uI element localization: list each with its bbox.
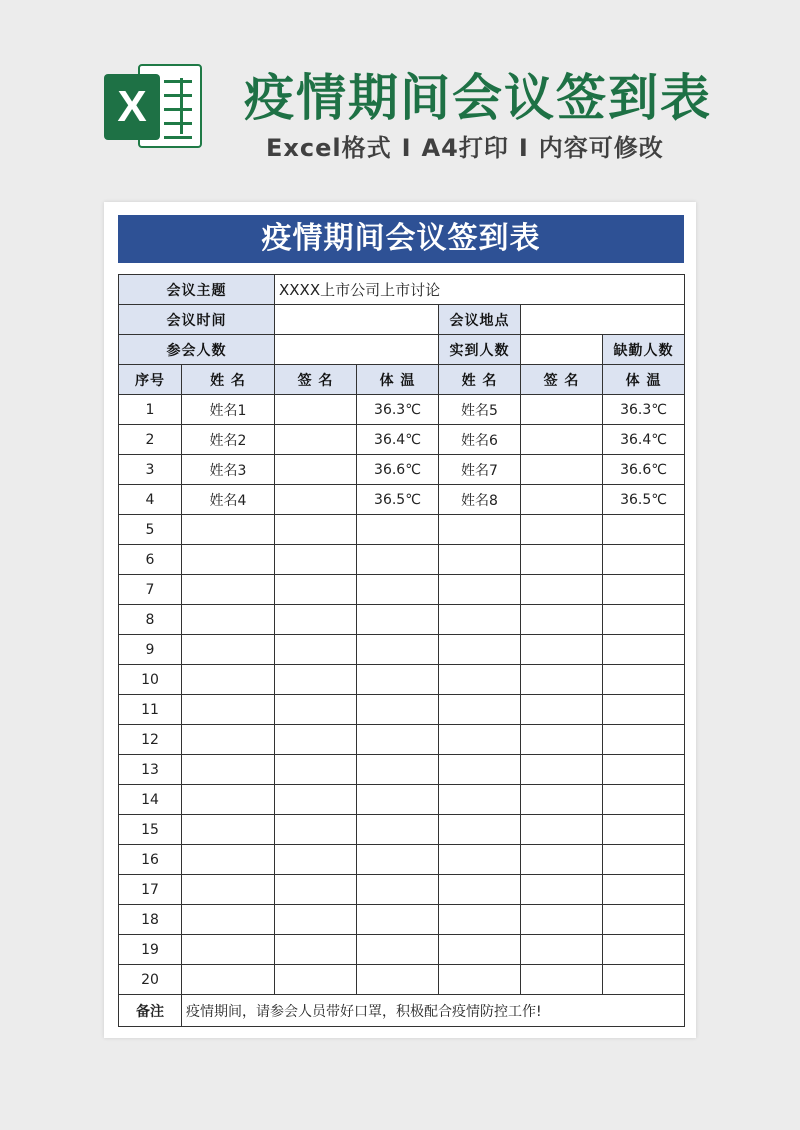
table-row (119, 725, 685, 755)
row-number: 15 (119, 815, 182, 845)
col-header: 姓 名 (182, 365, 275, 395)
signature-cell[interactable] (521, 785, 603, 815)
name-cell[interactable] (182, 815, 275, 845)
name-cell[interactable]: 姓名7 (439, 455, 521, 485)
name-cell[interactable] (182, 695, 275, 725)
note-row (119, 995, 685, 1027)
name-cell[interactable] (439, 515, 521, 545)
signature-cell[interactable] (275, 785, 357, 815)
actual-label: 实到人数 (439, 335, 521, 365)
signature-cell[interactable] (521, 605, 603, 635)
name-cell[interactable] (182, 935, 275, 965)
signature-cell[interactable] (275, 845, 357, 875)
name-cell[interactable] (182, 875, 275, 905)
row-number: 2 (119, 425, 182, 455)
name-cell[interactable] (182, 575, 275, 605)
actual-value[interactable] (521, 335, 603, 365)
signature-cell[interactable] (521, 725, 603, 755)
temperature-cell[interactable] (357, 545, 439, 575)
table-row (119, 425, 685, 455)
table-row (119, 845, 685, 875)
name-cell[interactable] (439, 755, 521, 785)
table-row (119, 455, 685, 485)
topic-value[interactable]: XXXX上市公司上市讨论 (275, 275, 685, 305)
name-cell[interactable] (439, 785, 521, 815)
table-row (119, 785, 685, 815)
name-cell[interactable] (439, 635, 521, 665)
temperature-cell[interactable]: 36.6℃ (357, 455, 439, 485)
signature-cell[interactable] (275, 515, 357, 545)
time-value[interactable] (275, 305, 439, 335)
topic-label: 会议主题 (119, 275, 275, 305)
col-header: 签 名 (521, 365, 603, 395)
temperature-cell[interactable]: 36.5℃ (603, 485, 685, 515)
temperature-cell[interactable] (603, 725, 685, 755)
row-number: 19 (119, 935, 182, 965)
row-number: 3 (119, 455, 182, 485)
attendees-value[interactable] (275, 335, 439, 365)
temperature-cell[interactable] (603, 935, 685, 965)
name-cell[interactable] (439, 575, 521, 605)
name-cell[interactable] (439, 605, 521, 635)
note-label: 备注 (119, 995, 182, 1027)
name-cell[interactable] (182, 785, 275, 815)
row-number: 1 (119, 395, 182, 425)
temperature-cell[interactable]: 36.3℃ (603, 395, 685, 425)
name-cell[interactable] (439, 815, 521, 845)
temperature-cell[interactable] (603, 875, 685, 905)
name-cell[interactable] (439, 875, 521, 905)
name-cell[interactable] (439, 665, 521, 695)
signature-cell[interactable] (275, 575, 357, 605)
col-header: 体 温 (357, 365, 439, 395)
table-row (119, 965, 685, 995)
name-cell[interactable]: 姓名8 (439, 485, 521, 515)
temperature-cell[interactable] (357, 725, 439, 755)
name-cell[interactable] (182, 965, 275, 995)
table-row (119, 515, 685, 545)
temperature-cell[interactable] (357, 905, 439, 935)
signature-cell[interactable] (521, 485, 603, 515)
table-row (119, 815, 685, 845)
signature-cell[interactable] (275, 725, 357, 755)
row-number: 5 (119, 515, 182, 545)
name-cell[interactable]: 姓名3 (182, 455, 275, 485)
temperature-cell[interactable] (357, 695, 439, 725)
temperature-cell[interactable] (603, 695, 685, 725)
temperature-cell[interactable] (357, 665, 439, 695)
name-cell[interactable] (182, 755, 275, 785)
subtitle-separator: I (518, 134, 529, 162)
temperature-cell[interactable] (603, 515, 685, 545)
col-header: 签 名 (275, 365, 357, 395)
temperature-cell[interactable] (603, 815, 685, 845)
table-row (119, 665, 685, 695)
name-cell[interactable] (182, 665, 275, 695)
signature-cell[interactable] (521, 875, 603, 905)
temperature-cell[interactable] (603, 785, 685, 815)
signature-cell[interactable] (275, 905, 357, 935)
name-cell[interactable]: 姓名1 (182, 395, 275, 425)
temperature-cell[interactable]: 36.4℃ (357, 425, 439, 455)
table-row (119, 905, 685, 935)
table-row (119, 605, 685, 635)
table-row (119, 575, 685, 605)
note-text[interactable]: 疫情期间，请参会人员带好口罩，积极配合疫情防控工作! (182, 995, 685, 1027)
table-row (119, 755, 685, 785)
signature-cell[interactable] (275, 755, 357, 785)
sign-in-table (118, 274, 685, 1027)
subtitle-separator: I (401, 134, 412, 162)
sheet-banner-title: 疫情期间会议签到表 (118, 215, 684, 263)
signature-cell[interactable] (521, 515, 603, 545)
absent-label: 缺勤人数 (603, 335, 685, 365)
name-cell[interactable] (439, 905, 521, 935)
time-row (119, 305, 685, 335)
temperature-cell[interactable] (603, 665, 685, 695)
subtitle-editable: 内容可修改 (538, 134, 664, 162)
name-cell[interactable] (182, 905, 275, 935)
name-cell[interactable]: 姓名2 (182, 425, 275, 455)
name-cell[interactable] (439, 845, 521, 875)
subtitle-format: Excel格式 (266, 134, 392, 162)
table-row (119, 875, 685, 905)
name-cell[interactable] (439, 695, 521, 725)
signature-cell[interactable] (275, 455, 357, 485)
excel-logo-icon (104, 60, 204, 152)
signature-cell[interactable] (521, 845, 603, 875)
time-label: 会议时间 (119, 305, 275, 335)
signature-cell[interactable] (521, 545, 603, 575)
temperature-cell[interactable] (603, 545, 685, 575)
temperature-cell[interactable] (603, 755, 685, 785)
table-row (119, 545, 685, 575)
temperature-cell[interactable] (357, 935, 439, 965)
name-cell[interactable] (439, 545, 521, 575)
row-number: 12 (119, 725, 182, 755)
row-number: 8 (119, 605, 182, 635)
temperature-cell[interactable]: 36.4℃ (603, 425, 685, 455)
row-number: 6 (119, 545, 182, 575)
name-cell[interactable]: 姓名4 (182, 485, 275, 515)
name-cell[interactable] (182, 725, 275, 755)
col-header: 体 温 (603, 365, 685, 395)
signature-cell[interactable] (521, 815, 603, 845)
temperature-cell[interactable] (357, 845, 439, 875)
count-row (119, 335, 685, 365)
temperature-cell[interactable] (603, 575, 685, 605)
table-row (119, 635, 685, 665)
logo-letter: X (104, 74, 160, 140)
attendees-label: 参会人数 (119, 335, 275, 365)
row-number: 20 (119, 965, 182, 995)
signature-cell[interactable] (521, 935, 603, 965)
name-cell[interactable]: 姓名6 (439, 425, 521, 455)
row-number: 10 (119, 665, 182, 695)
signature-cell[interactable] (521, 905, 603, 935)
row-number: 13 (119, 755, 182, 785)
temperature-cell[interactable] (357, 815, 439, 845)
row-number: 18 (119, 905, 182, 935)
signature-cell[interactable] (275, 545, 357, 575)
table-row (119, 935, 685, 965)
signature-cell[interactable] (521, 455, 603, 485)
temperature-cell[interactable] (357, 635, 439, 665)
signature-cell[interactable] (275, 665, 357, 695)
temperature-cell[interactable] (603, 635, 685, 665)
signature-cell[interactable] (521, 575, 603, 605)
subtitle-print: A4打印 (421, 134, 509, 162)
name-cell[interactable] (439, 725, 521, 755)
row-number: 11 (119, 695, 182, 725)
temperature-cell[interactable]: 36.6℃ (603, 455, 685, 485)
table-row (119, 395, 685, 425)
place-label: 会议地点 (439, 305, 521, 335)
signature-cell[interactable] (521, 695, 603, 725)
row-number: 9 (119, 635, 182, 665)
temperature-cell[interactable]: 36.3℃ (357, 395, 439, 425)
temperature-cell[interactable] (357, 575, 439, 605)
signature-cell[interactable] (275, 875, 357, 905)
signature-cell[interactable] (275, 935, 357, 965)
name-cell[interactable] (182, 845, 275, 875)
signature-cell[interactable] (521, 635, 603, 665)
row-number: 7 (119, 575, 182, 605)
subtitle (266, 128, 664, 163)
page-title: 疫情期间会议签到表 (244, 69, 712, 127)
name-cell[interactable] (439, 935, 521, 965)
table-row (119, 695, 685, 725)
col-header: 姓 名 (439, 365, 521, 395)
temperature-cell[interactable] (357, 875, 439, 905)
table-row (119, 485, 685, 515)
temperature-cell[interactable] (357, 605, 439, 635)
row-number: 17 (119, 875, 182, 905)
signature-cell[interactable] (275, 815, 357, 845)
temperature-cell[interactable] (357, 755, 439, 785)
signature-cell[interactable] (275, 695, 357, 725)
signature-cell[interactable] (275, 965, 357, 995)
row-number: 4 (119, 485, 182, 515)
topic-row (119, 275, 685, 305)
signature-cell[interactable] (275, 605, 357, 635)
signature-cell[interactable] (521, 665, 603, 695)
signature-cell[interactable] (275, 395, 357, 425)
row-number: 16 (119, 845, 182, 875)
column-header-row (119, 365, 685, 395)
signature-cell[interactable] (275, 425, 357, 455)
name-cell[interactable] (182, 515, 275, 545)
signature-cell[interactable] (521, 755, 603, 785)
name-cell[interactable] (182, 605, 275, 635)
col-header: 序号 (119, 365, 182, 395)
name-cell[interactable] (182, 635, 275, 665)
temperature-cell[interactable] (357, 785, 439, 815)
temperature-cell[interactable] (603, 845, 685, 875)
temperature-cell[interactable] (603, 605, 685, 635)
temperature-cell[interactable] (603, 905, 685, 935)
temperature-cell[interactable] (357, 515, 439, 545)
signature-cell[interactable] (521, 395, 603, 425)
temperature-cell[interactable] (603, 965, 685, 995)
place-value[interactable] (521, 305, 685, 335)
temperature-cell[interactable] (357, 965, 439, 995)
signature-cell[interactable] (521, 425, 603, 455)
signature-cell[interactable] (275, 485, 357, 515)
name-cell[interactable] (439, 965, 521, 995)
temperature-cell[interactable]: 36.5℃ (357, 485, 439, 515)
name-cell[interactable] (182, 545, 275, 575)
signature-cell[interactable] (521, 965, 603, 995)
name-cell[interactable]: 姓名5 (439, 395, 521, 425)
signature-cell[interactable] (275, 635, 357, 665)
row-number: 14 (119, 785, 182, 815)
